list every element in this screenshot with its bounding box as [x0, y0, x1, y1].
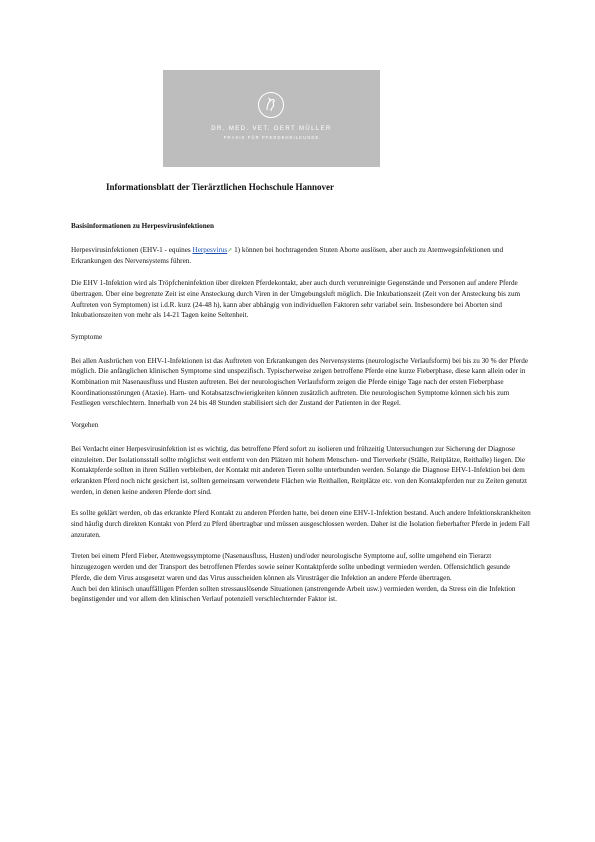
intro-paragraph-2: Die EHV 1-Infektion wird als Tröpfcheninfektion über direkten Pferdekontakt, aber auch durch verunreinigte Gegenstände und Personen auf andere Pferde übertragen. Über eine begrenzte Zeit ist eine Ansteckung durch Viren in der Umgebungsluft möglich. Die Inkubationszeit (Zeit von der Ansteckung bis zum Auftreten von Symptomen) ist i.d.R. kurz (24-48 h), kann aber abhängig von individuellen Faktoren sehr variabel sein. Insbesondere bei Aborten sind Inkubationszeiten von mehr als 14-21 Tagen keine Seltenheit. — [71, 279, 521, 320]
document-body — [71, 221, 531, 616]
procedure-paragraph-1: Bei Verdacht einer Herpesvirusinfektion ist es wichtig, das betroffene Pferd sofort zu isolieren und frühzeitig Untersuchungen zur Sicherung der Diagnose einzuleiten. Der Isolationsstall sollte möglichst weit entfernt von den Plätzen mit hohem Menschen- und Tierverkehr (Ställe, Reitplätze, Reithalle) liegen. Die Kontaktpferde sollten in ihren Ställen verbleiben, der Kontakt mit anderen Tieren sollte unterbunden werden. Solange die Diagnose EHV-1-Infektion bei dem erkrankten Pferd noch nicht gesichert ist, sollten gemeinsam verwendete Flächen wie Reithallen, Reitplätze etc. von den Kontaktpferden nur zu Zeiten genutzt werden, in denen keine anderen Pferde dort sind. — [71, 444, 528, 496]
basics-heading: Basisinformationen zu Herpesvirusinfektionen — [71, 222, 214, 230]
procedure-heading: Vorgehen — [71, 421, 99, 430]
intro-text-end: 1) können bei hochtragenden Stuten Aborte auslösen, aber auch zu Atemwegsinfektionen und Erkrankungen des Nervensystems führen. — [71, 245, 504, 266]
herpesvirus-link[interactable]: Herpesvirus — [192, 245, 228, 254]
logo-subtitle: PRAXIS FÜR PFERDEHEILKUNDE — [223, 135, 320, 140]
logo-banner — [163, 70, 380, 167]
intro-text-start: Herpesvirusinfektionen (EHV-1 - equines — [71, 245, 193, 254]
external-link-icon[interactable]: ↗ — [227, 247, 233, 254]
horse-head-icon — [258, 92, 284, 118]
symptoms-paragraph: Bei allen Ausbrüchen von EHV-1-Infektionen ist das Auftreten von Erkrankungen des Nervensystems (neurologische Verlaufsform) bei bis zu 30 % der Pferde möglich. Die anfänglichen klinischen Symptome sind unspezifisch. Typischerweise zeigen betroffene Pferde eine kurze Fieberphase, diese kann allein oder in Kombination mit Nasenausfluss und Husten auftreten. Bei der neurologischen Verlaufsform zeigen die Pferde einige Tage nach der ersten Fieberphase Koordinationsstörungen (Ataxie). Harn- und Kotabsatzschwierigkeiten können zusätzlich auftreten. Die neurologischen Symptome können sich bis zum Festliegen verschlechtern. Innerhalb von 24 bis 48 Stunden stabilisiert sich der Zustand der Patienten in der Regel. — [71, 356, 529, 408]
symptoms-heading: Symptome — [71, 332, 103, 341]
intro-paragraph-1 — [71, 245, 531, 267]
procedure-paragraph-4: Auch bei den klinisch unauffälligen Pferden sollten stressauslösende Situationen (anstrengende Arbeit usw.) vermieden werden, da Stress ein die Infektion begünstigender und vor allem den klinischen Verlauf potenziell verschlechternder Faktor ist. — [71, 584, 516, 604]
document-title: Informationsblatt der Tierärztlichen Hochschule Hannover — [106, 182, 334, 192]
procedure-paragraph-3: Treten bei einem Pferd Fieber, Atemwegssymptome (Nasenausfluss, Husten) und/oder neurologische Symptome auf, sollte umgehend ein Tierarzt hinzugezogen werden und der Transport des betroffenen Pferdes sowie seiner Kontaktpferde sollte unbedingt vermieden werden. Offensichtlich gesunde Pferde, die dem Virus ausgesetzt waren und das Virus ausscheiden können als Virusträger die Infektion an andere Pferde übertragen. — [71, 552, 511, 582]
procedure-paragraph-2: Es sollte geklärt werden, ob das erkrankte Pferd Kontakt zu anderen Pferden hatte, bei denen eine EHV-1-Infektion bestand. Auch andere Infektionskrankheiten sind häufig durch direkten Kontakt von Pferd zu Pferd übertragbar und müssen ausgeschlossen werden. Daher ist die Isolation fieberhafter Pferde in jedem Fall anzuraten. — [71, 509, 531, 539]
logo-name: DR. MED. VET. GERT MÜLLER — [211, 126, 332, 132]
